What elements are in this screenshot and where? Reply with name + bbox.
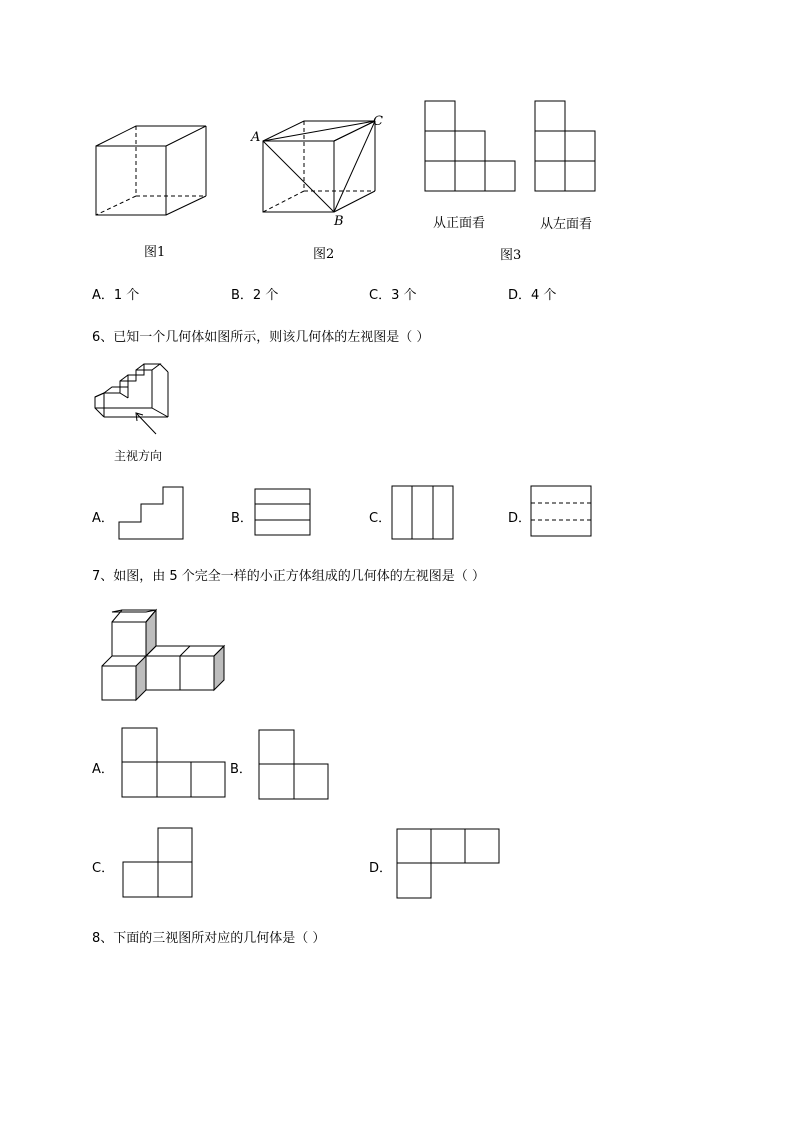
left-view-label: 从左面看 — [540, 217, 593, 232]
q6-option-d-label: D． — [508, 511, 532, 526]
q6-option-a-label: A． — [92, 511, 114, 526]
question-8-text: 8、下面的三视图所对应的几何体是（ ） — [92, 931, 326, 946]
figure-1-caption: 图1 — [144, 245, 166, 260]
q5-option-c: C．3 个 — [369, 288, 417, 303]
q5-option-d: D．4 个 — [508, 288, 557, 303]
figure-2-caption: 图2 — [313, 247, 335, 262]
q7-option-d-label: D． — [369, 861, 393, 876]
q6-option-c-label: C． — [369, 511, 392, 526]
figure-3-caption: 图3 — [500, 248, 522, 263]
point-a-label: A — [251, 130, 261, 145]
q5-option-a: A．1 个 — [92, 288, 140, 303]
point-b-label: B — [334, 214, 344, 229]
q5-option-b: B．2 个 — [231, 288, 279, 303]
front-view-label: 从正面看 — [433, 216, 486, 231]
question-6-text: 6、已知一个几何体如图所示，则该几何体的左视图是（ ） — [92, 330, 430, 345]
q7-option-d-figure — [0, 0, 1, 1]
q7-option-c-label: C． — [92, 861, 115, 876]
q7-option-b-label: B． — [230, 762, 252, 777]
point-c-label: C — [373, 114, 383, 129]
q7-option-a-label: A． — [92, 762, 114, 777]
question-7-text: 7、如图，由 5 个完全一样的小正方体组成的几何体的左视图是（ ） — [92, 569, 485, 584]
view-direction-label: 主视方向 — [114, 449, 163, 463]
q6-option-b-label: B． — [231, 511, 253, 526]
